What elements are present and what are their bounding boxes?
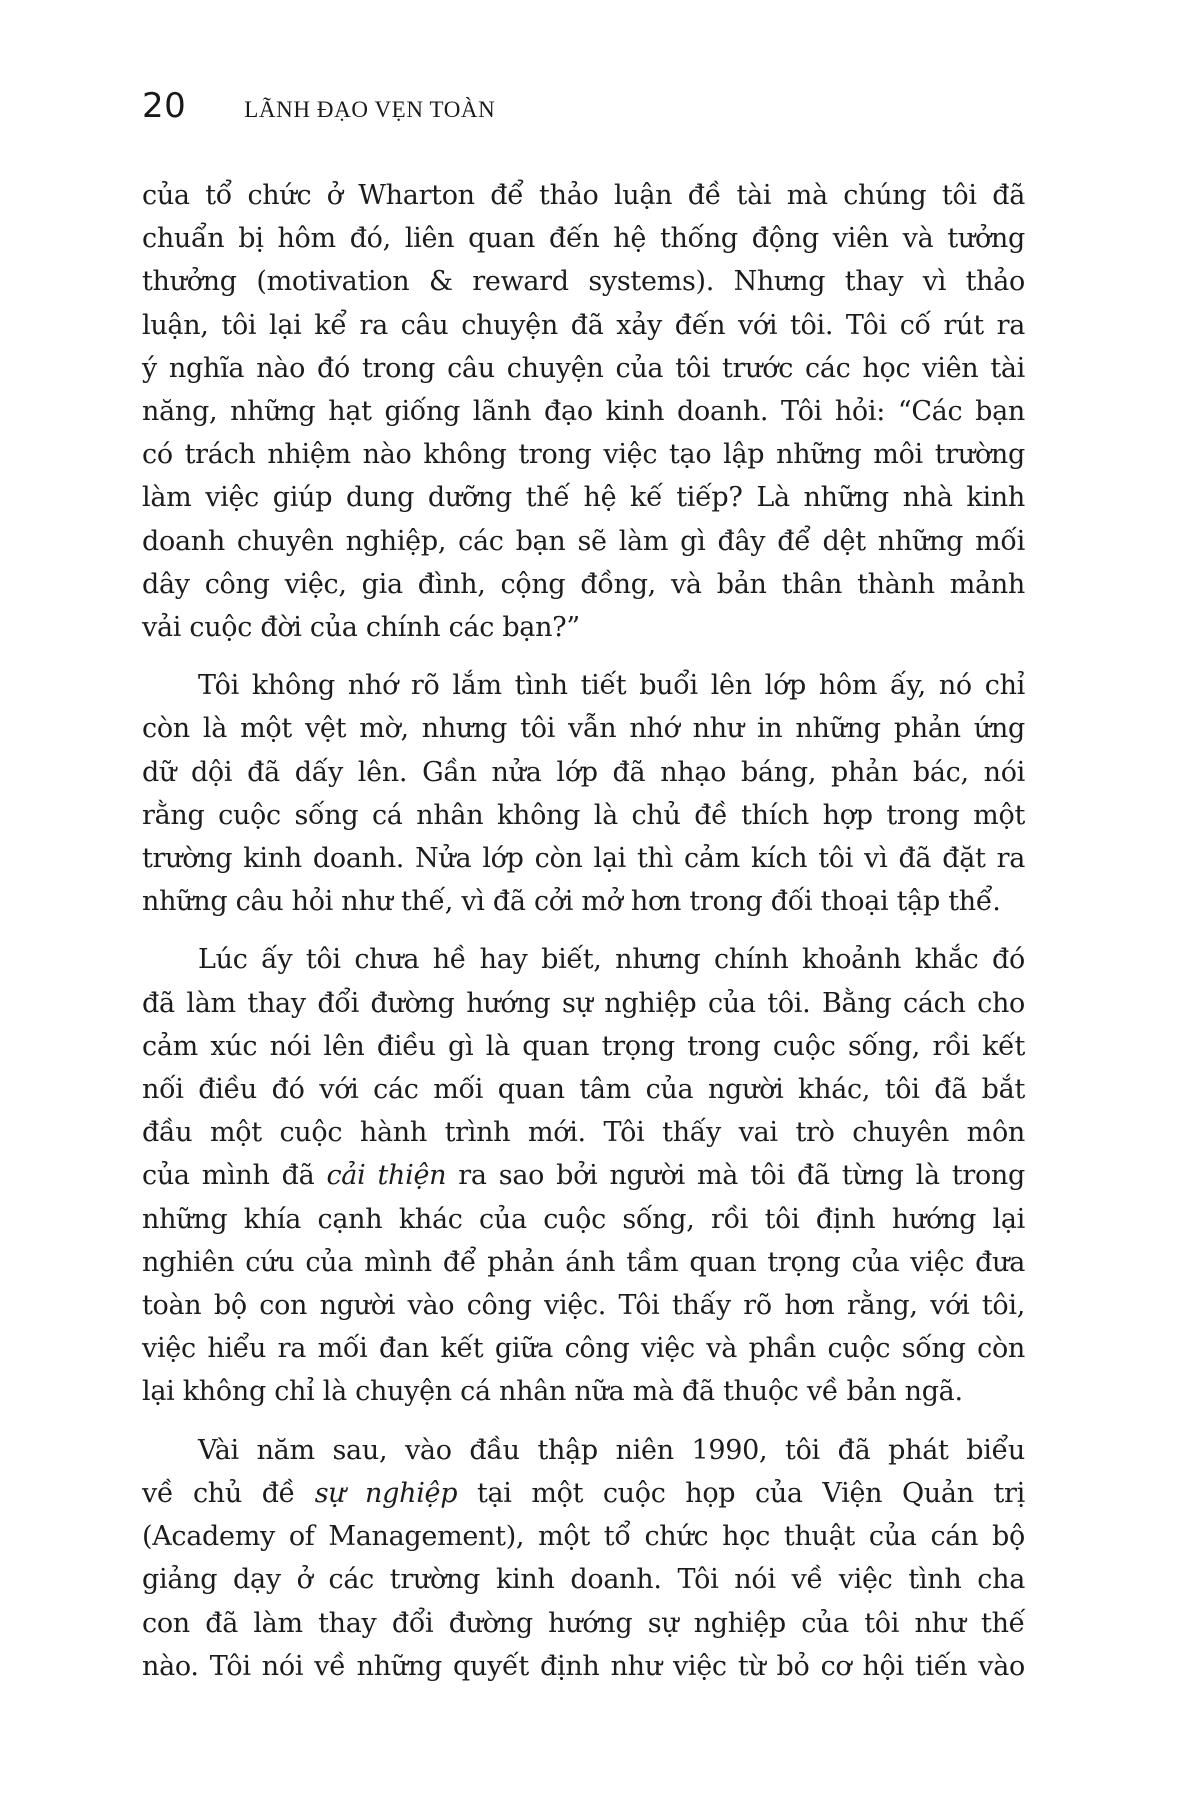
text-line: doanh chuyên nghiệp, các bạn sẽ làm gì đây để dệt những mối xyxy=(142,525,1025,557)
text-line: con đã làm thay đổi đường hướng sự nghiệp của tôi như thế xyxy=(142,1607,1025,1639)
body-text xyxy=(142,174,1025,1703)
text-line xyxy=(142,1472,1025,1515)
text-line: có trách nhiệm nào không trong việc tạo lập những môi trường xyxy=(142,439,1025,471)
text-line: trường kinh doanh. Nửa lớp còn lại thì cảm kích tôi vì đã đặt ra xyxy=(142,843,1025,875)
text-line: (Academy of Management), một tổ chức học thuật của cán bộ xyxy=(142,1521,1025,1553)
text-line: nghiên cứu của mình để phản ánh tầm quan trọng của việc đưa xyxy=(142,1246,1025,1278)
text-line: dữ dội đã dấy lên. Gần nửa lớp đã nhạo báng, phản bác, nói xyxy=(142,756,1025,788)
running-title: LÃNH ĐẠO VẸN TOÀN xyxy=(244,97,496,122)
text-run: tại một cuộc họp của Viện Quản trị xyxy=(457,1477,1025,1509)
text-line: dây công việc, gia đình, cộng đồng, và bản thân thành mảnh xyxy=(142,568,1025,600)
text-line: còn là một vệt mờ, nhưng tôi vẫn nhớ như in những phản ứng xyxy=(142,713,1025,745)
text-line: cảm xúc nói lên điều gì là quan trọng trong cuộc sống, rồi kết xyxy=(142,1030,1025,1062)
text-line: đã làm thay đổi đường hướng sự nghiệp của tôi. Bằng cách cho xyxy=(142,987,1025,1019)
text-line: rằng cuộc sống cá nhân không là chủ đề thích hợp trong một xyxy=(142,799,1025,831)
text-line: vải cuộc đời của chính các bạn?” xyxy=(142,612,580,644)
text-line: Vài năm sau, vào đầu thập niên 1990, tôi đã phát biểu xyxy=(198,1434,1025,1466)
text-line: những khía cạnh khác của cuộc sống, rồi tôi định hướng lại xyxy=(142,1203,1025,1235)
text-line: chuẩn bị hôm đó, liên quan đến hệ thống động viên và tưởng xyxy=(142,223,1025,255)
paragraph xyxy=(142,1429,1025,1688)
page-number: 20 xyxy=(142,86,187,126)
text-line xyxy=(142,1154,1025,1197)
text-line: ý nghĩa nào đó trong câu chuyện của tôi trước các học viên tài xyxy=(142,352,1025,384)
paragraph xyxy=(142,938,1025,1413)
text-run: ra sao bởi người mà tôi đã từng là trong xyxy=(446,1160,1026,1192)
text-line: thưởng (motivation & reward systems). Nhưng thay vì thảo xyxy=(142,266,1025,298)
running-head xyxy=(142,86,495,126)
text-line: lại không chỉ là chuyện cá nhân nữa mà đã thuộc về bản ngã. xyxy=(142,1376,963,1408)
text-line: nào. Tôi nói về những quyết định như việc từ bỏ cơ hội tiến vào xyxy=(142,1650,1025,1682)
paragraph xyxy=(142,174,1025,649)
italic-term: sự nghiệp xyxy=(314,1477,458,1509)
text-line: của tổ chức ở Wharton để thảo luận đề tài mà chúng tôi đã xyxy=(142,180,1025,211)
text-run: của mình đã xyxy=(142,1160,327,1192)
italic-term: cải thiện xyxy=(326,1160,447,1192)
text-line: luận, tôi lại kể ra câu chuyện đã xảy đến với tôi. Tôi cố rút ra xyxy=(142,309,1025,341)
text-line: việc hiểu ra mối đan kết giữa công việc và phần cuộc sống còn xyxy=(142,1333,1025,1365)
text-line: đầu một cuộc hành trình mới. Tôi thấy vai trò chuyên môn xyxy=(142,1117,1025,1149)
text-line: những câu hỏi như thế, vì đã cởi mở hơn trong đối thoại tập thể. xyxy=(142,886,1001,918)
text-line: Tôi không nhớ rõ lắm tình tiết buổi lên lớp hôm ấy, nó chỉ xyxy=(198,670,1025,702)
text-line: giảng dạy ở các trường kinh doanh. Tôi nói về việc tình cha xyxy=(142,1564,1025,1596)
paragraph xyxy=(142,664,1025,923)
text-run: về chủ đề xyxy=(142,1477,315,1509)
text-line: làm việc giúp dung dưỡng thế hệ kế tiếp? Là những nhà kinh xyxy=(142,482,1025,514)
text-line: năng, những hạt giống lãnh đạo kinh doanh. Tôi hỏi: “Các bạn xyxy=(142,396,1025,428)
text-line: toàn bộ con người vào công việc. Tôi thấy rõ hơn rằng, với tôi, xyxy=(142,1290,1025,1322)
text-line: Lúc ấy tôi chưa hề hay biết, nhưng chính khoảnh khắc đó xyxy=(198,944,1025,976)
text-line: nối điều đó với các mối quan tâm của người khác, tôi đã bắt xyxy=(142,1074,1025,1106)
